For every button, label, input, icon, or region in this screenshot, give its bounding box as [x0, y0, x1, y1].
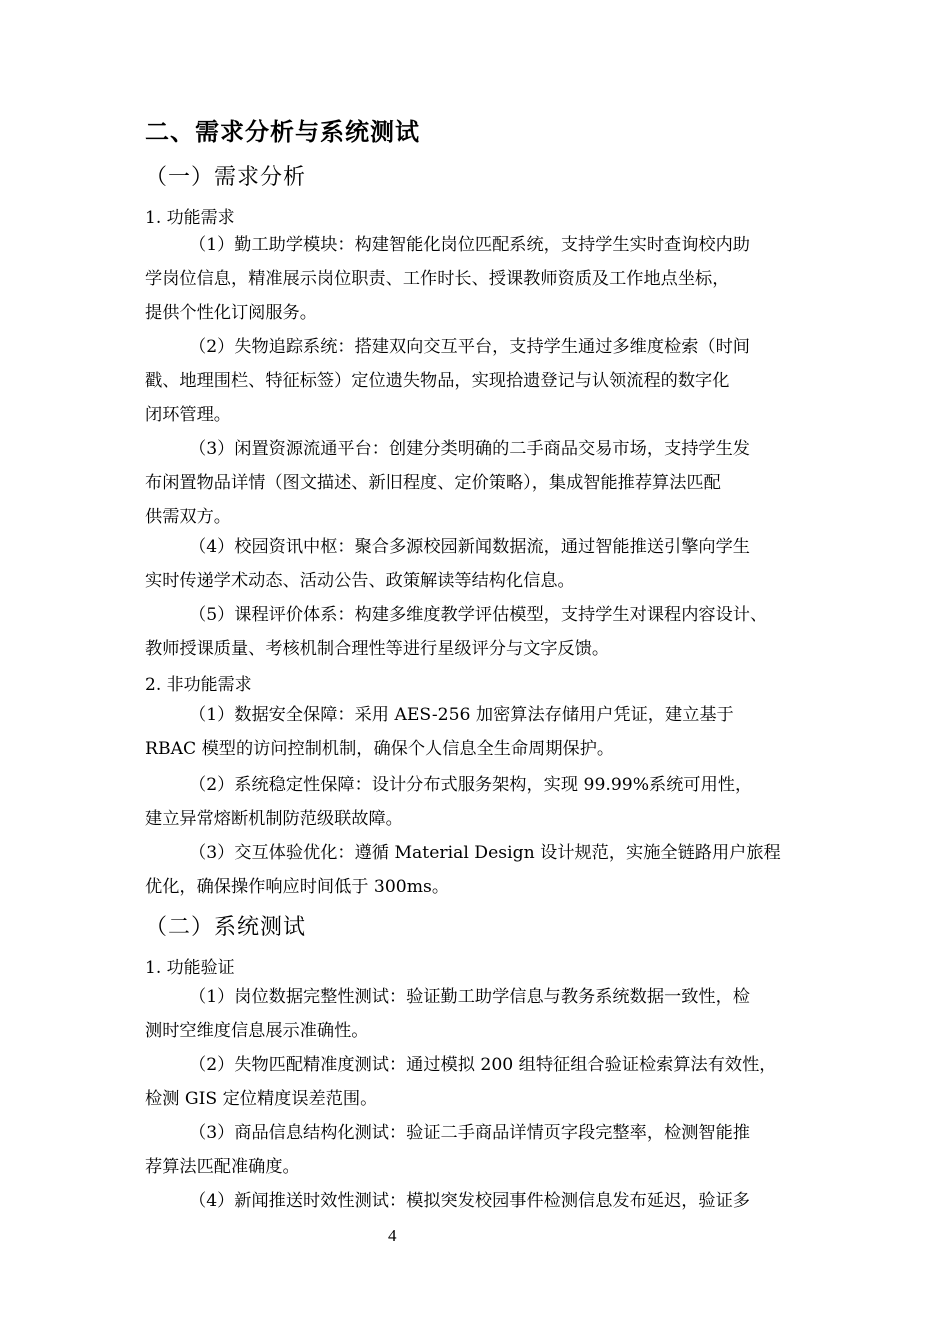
line: （1）勤工助学模块：构建智能化岗位匹配系统，支持学生实时查询校内助: [189, 235, 750, 255]
paragraph-test-1: [145, 980, 813, 1048]
line: （3）闲置资源流通平台：创建分类明确的二手商品交易市场，支持学生发: [189, 439, 750, 459]
paragraph-func-5: [145, 598, 813, 666]
paragraph-test-2: [145, 1048, 813, 1116]
paragraph-func-4: [145, 530, 813, 598]
line: 优化，确保操作响应时间低于 300ms。: [145, 877, 450, 897]
line: （1）岗位数据完整性测试：验证勤工助学信息与教务系统数据一致性，检: [189, 987, 750, 1007]
paragraph-nonfunc-3: [145, 836, 813, 904]
line: （5）课程评价体系：构建多维度教学评估模型，支持学生对课程内容设计、: [189, 605, 768, 625]
section-heading-requirements: （一）需求分析: [145, 165, 307, 190]
paragraph-func-3: [145, 432, 813, 534]
subsection-heading-functional: 1. 功能需求: [145, 208, 235, 228]
line: （2）失物追踪系统：搭建双向交互平台，支持学生通过多维度检索（时间: [189, 337, 750, 357]
line: 测时空维度信息展示准确性。: [145, 1021, 369, 1041]
line: （2）系统稳定性保障：设计分布式服务架构，实现 99.99%系统可用性，: [189, 775, 753, 795]
page-number: 4: [388, 1226, 397, 1245]
section-heading-testing: （二）系统测试: [145, 915, 307, 940]
subsection-heading-verification: 1. 功能验证: [145, 958, 235, 978]
paragraph-func-1: [145, 228, 813, 330]
line: 戳、地理围栏、特征标签）定位遗失物品，实现拾遗登记与认领流程的数字化: [145, 371, 730, 391]
paragraph-test-3: [145, 1116, 813, 1184]
line: 荐算法匹配准确度。: [145, 1157, 300, 1177]
line: 供需双方。: [145, 507, 231, 527]
line: 闭环管理。: [145, 405, 231, 425]
subsection-heading-nonfunctional: 2. 非功能需求: [145, 675, 252, 695]
line: （2）失物匹配精准度测试：通过模拟 200 组特征组合验证检索算法有效性，: [189, 1055, 777, 1075]
line: 检测 GIS 定位精度误差范围。: [145, 1089, 378, 1109]
paragraph-test-4: [145, 1184, 813, 1218]
paragraph-nonfunc-2: [145, 768, 813, 836]
line: 实时传递学术动态、活动公告、政策解读等结构化信息。: [145, 571, 575, 591]
line: 建立异常熔断机制防范级联故障。: [145, 809, 403, 829]
line: （4）校园资讯中枢：聚合多源校园新闻数据流，通过智能推送引擎向学生: [189, 537, 750, 557]
line: 教师授课质量、考核机制合理性等进行星级评分与文字反馈。: [145, 639, 610, 659]
line: （1）数据安全保障：采用 AES-256 加密算法存储用户凭证，建立基于: [189, 705, 734, 725]
chapter-title: 二、需求分析与系统测试: [145, 118, 420, 146]
line: （4）新闻推送时效性测试：模拟突发校园事件检测信息发布延迟，验证多: [189, 1191, 750, 1211]
line: 提供个性化订阅服务。: [145, 303, 317, 323]
paragraph-func-2: [145, 330, 813, 432]
line: 布闲置物品详情（图文描述、新旧程度、定价策略），集成智能推荐算法匹配: [145, 473, 721, 493]
line: 学岗位信息，精准展示岗位职责、工作时长、授课教师资质及工作地点坐标，: [145, 269, 730, 289]
line: RBAC 模型的访问控制机制，确保个人信息全生命周期保护。: [145, 739, 615, 759]
paragraph-nonfunc-1: [145, 698, 813, 766]
line: （3）商品信息结构化测试：验证二手商品详情页字段完整率，检测智能推: [189, 1123, 750, 1143]
line: （3）交互体验优化：遵循 Material Design 设计规范，实施全链路用户旅程: [189, 843, 781, 863]
